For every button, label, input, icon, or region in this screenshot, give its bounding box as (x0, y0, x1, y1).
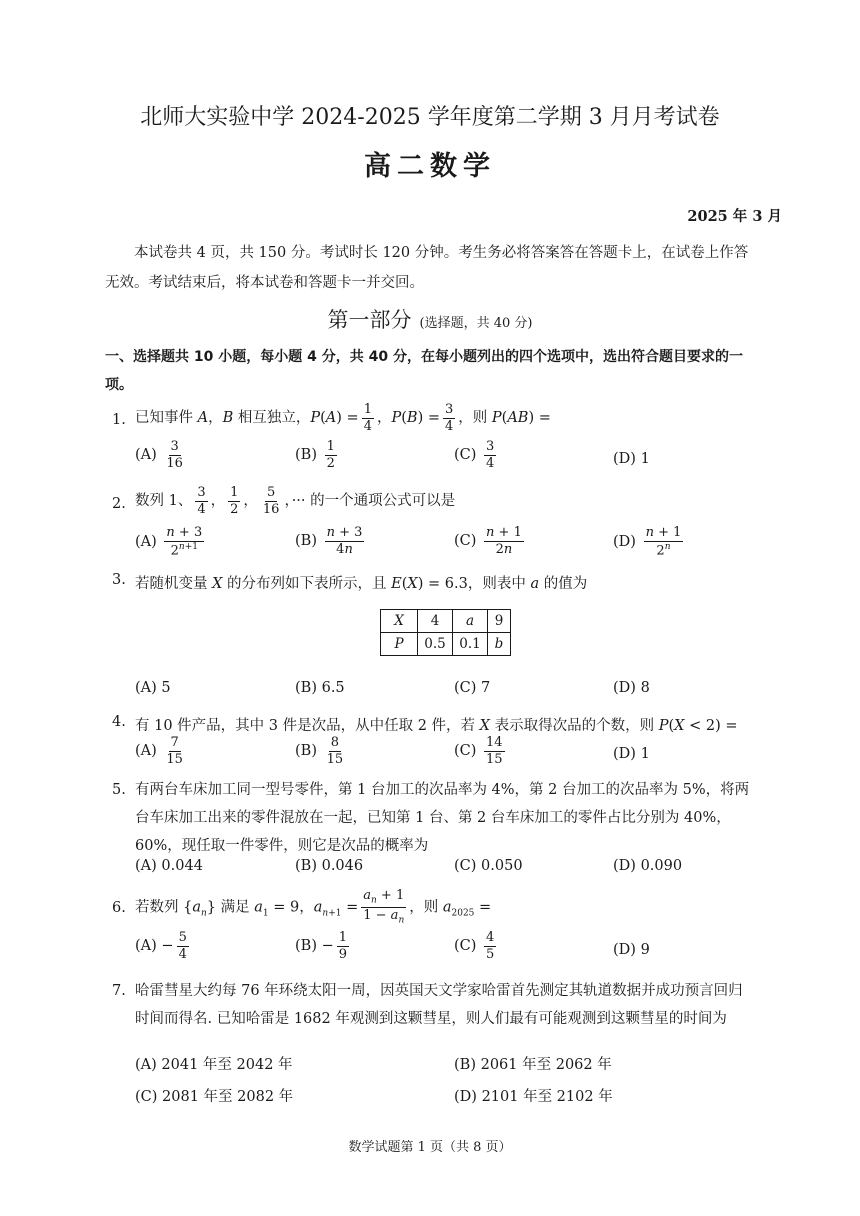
option-label: (B) (295, 858, 317, 874)
frac-den: 4 (178, 946, 187, 962)
subject-title: 高二数学 (364, 151, 496, 182)
table-cell: 9 (488, 610, 511, 633)
option-label: (A) (135, 743, 157, 760)
part-title-note: (选择题，共 40 分) (419, 316, 533, 331)
option-value: 5 (161, 680, 171, 696)
q1-option-d[interactable] (613, 451, 650, 467)
exam-date: 2025 年 3 月 (687, 208, 782, 225)
frac-den: 5 (486, 946, 495, 962)
frac-num: 3 (486, 439, 495, 454)
q5-option-c[interactable] (454, 858, 523, 874)
frac-num: 7 (170, 735, 179, 750)
q6-text-end: 则 (423, 899, 439, 916)
frac-num: 5 (178, 930, 187, 945)
option-value: 2041 年至 2042 年 (161, 1057, 293, 1073)
question-6-stem: 若数列 $\{a_n\}$ 满足 $a_1 = 9$，$a_{n+1}$ = $\frac{a_n + 1}{1 - a_n}$ ，则 $a_{2025}$ = (135, 888, 492, 926)
section-heading: 一、选择题共 10 小题，每小题 4 分，共 40 分，在每小题列出的四个选项中，选出符合题目要求的一项。 (105, 349, 743, 393)
q4-option-d[interactable] (613, 746, 650, 762)
q4-option-b[interactable] (295, 736, 348, 766)
option-label: (C) (135, 1089, 158, 1105)
q5-option-b[interactable] (295, 858, 363, 874)
q2-text-end: ，··· 的一个通项公式可以是 (284, 493, 456, 510)
option-value: 0.090 (640, 858, 683, 874)
q7-option-a[interactable] (135, 1053, 293, 1074)
option-label: (A) (135, 858, 157, 874)
option-label: (C) (454, 858, 477, 874)
q6-text-b: 满足 (220, 899, 250, 916)
q7-option-d[interactable] (454, 1085, 613, 1106)
page-footer: 数学试题第 1 页（共 8 页） (348, 1140, 512, 1155)
q6-option-a[interactable]: (A) − $\frac{5}{4}$ (135, 930, 187, 962)
q4-option-a[interactable] (135, 736, 188, 766)
option-label: (B) (295, 938, 317, 955)
q5-option-d[interactable] (613, 858, 682, 874)
table-cell: 4 (418, 610, 453, 633)
q2-option-c[interactable]: (C) $\frac{n + 1}{2n}$ (454, 525, 522, 557)
option-value: 1 (640, 451, 650, 467)
question-number: 2. (112, 496, 126, 512)
option-label: (D) (613, 858, 636, 874)
frac-den: 15 (166, 751, 183, 767)
option-value: 0.046 (321, 858, 364, 874)
q6-option-d[interactable] (613, 942, 650, 958)
option-label: (C) (454, 533, 477, 550)
option-label: (D) (613, 942, 636, 958)
q2-option-a[interactable]: (A) $\frac{n + 3}{2^{n+1}}$ (135, 525, 203, 558)
q3-text-b: 的分布列如下表所示，且 (227, 576, 387, 592)
q6-option-c[interactable] (454, 931, 499, 961)
question-number: 1. (112, 412, 126, 428)
option-label: (B) (295, 680, 317, 696)
q3-option-d[interactable] (613, 680, 650, 696)
frac-num: 14 (486, 735, 503, 750)
q6-text-a: 若数列 (135, 899, 179, 916)
option-label: (D) (613, 746, 636, 762)
option-label: (B) (295, 447, 317, 464)
q3-option-c[interactable] (454, 680, 490, 696)
q2-option-b[interactable]: (B) $\frac{n + 3}{4n}$ (295, 525, 363, 557)
option-value: 9 (640, 942, 650, 958)
part-title-main: 第一部分 (327, 308, 412, 332)
q1-option-c[interactable] (454, 440, 499, 470)
table-cell: a (453, 610, 488, 633)
table-row (381, 610, 511, 633)
option-label: (A) (135, 938, 157, 955)
option-value: 2101 年至 2102 年 (481, 1089, 613, 1105)
q5-option-a[interactable] (135, 858, 203, 874)
q1-text-a: 已知事件 (135, 410, 193, 427)
option-label: (C) (454, 743, 477, 760)
option-value: 8 (640, 680, 650, 696)
q2-option-d[interactable]: (D) $\frac{n + 1}{2^n}$ (613, 525, 682, 558)
q7-option-b[interactable] (454, 1053, 612, 1074)
exam-instructions: 本试卷共 4 页，共 150 分。考试时长 120 分钟。考生务必将答案答在答题卡上，在试卷上作答无效。考试结束后，将本试卷和答题卡一并交回。 (105, 245, 749, 291)
q1-option-b[interactable] (295, 440, 340, 470)
question-3-stem: 若随机变量 X 的分布列如下表所示，且 E(X) = 6.3，则表中 a 的值为 (135, 576, 588, 592)
option-value: 2081 年至 2082 年 (162, 1089, 294, 1105)
table-row (381, 633, 511, 656)
q1-text-end: 则 (472, 410, 488, 427)
q3-text-end: 的值为 (543, 576, 588, 592)
question-2-stem: 数列 1、 $\frac{3}{4}$ ， $\frac{1}{2}$ ， $\frac{5}{16}$ ，··· 的一个通项公式可以是 (135, 485, 456, 517)
option-label: (C) (454, 447, 477, 464)
frac-num: 4 (486, 930, 495, 945)
frac-den: 9 (338, 946, 348, 962)
option-label: (D) (613, 680, 636, 696)
frac-num: 8 (330, 735, 339, 750)
frac-num: 1 (326, 439, 335, 454)
option-value: 0.044 (161, 858, 203, 874)
q3-option-a[interactable] (135, 680, 171, 696)
table-cell: 0.5 (418, 633, 453, 656)
question-7-stem: 哈雷彗星大约每 76 年环绕太阳一周，因英国天文学家哈雷首先测定其轨道数据并成功预言回归时间而得名. 已知哈雷是 1682 年观测到这颗彗星，则人们最有可能观测到这颗彗星的时间为 (135, 983, 743, 1027)
q4-text-end: 表示取得次品的个数，则 (494, 718, 655, 734)
question-number: 6. (112, 900, 126, 916)
table-cell: 0.1 (453, 633, 488, 656)
option-label: (A) (135, 1057, 157, 1073)
table-cell: P (381, 633, 418, 656)
option-label: (C) (454, 680, 477, 696)
q3-text-c: 则表中 (482, 576, 526, 592)
table-cell: b (488, 633, 511, 656)
question-number: 3. (112, 572, 126, 588)
question-5-stem: 有两台车床加工同一型号零件，第 1 台加工的次品率为 4%，第 2 台加工的次品率为 5%，将两台车床加工出来的零件混放在一起，已知第 1 台、第 2 台车床加工的零件占比分别为 40%，60%，现任取一件零件，则它是次品的概率为 (135, 782, 750, 854)
frac-den: 2 (326, 455, 335, 471)
q2-text-a: 数列 1、 (135, 493, 193, 510)
question-number: 7. (112, 983, 126, 999)
option-value: 7 (481, 680, 491, 696)
option-label: (A) (135, 533, 157, 550)
question-4-stem: 有 10 件产品，其中 3 件是次品，从中任取 2 件，若 X 表示取得次品的个数，则 P(X < 2) = (135, 718, 738, 734)
option-label: (B) (295, 743, 317, 760)
question-1-stem: 已知事件 A，B 相互独立，P(A) = $\frac{1}{4}$ ，P(B) = $\frac{3}{4}$ ，则 P(AB) = (135, 402, 551, 434)
option-label: (C) (454, 938, 477, 955)
question-number: 4. (112, 714, 126, 730)
frac-num: 3 (170, 439, 179, 454)
q1-text-b: 相互独立， (237, 410, 311, 427)
option-value: 0.050 (481, 858, 523, 874)
q3-text-a: 若随机变量 (135, 576, 208, 592)
q4-text-a: 有 10 件产品，其中 3 件是次品，从中任取 2 件，若 (135, 718, 476, 734)
option-value: 6.5 (321, 680, 345, 696)
table-cell: X (381, 610, 418, 633)
option-value: 2061 年至 2062 年 (480, 1057, 612, 1073)
frac-den: 15 (326, 751, 344, 767)
option-label: (D) (613, 533, 636, 550)
q7-option-c[interactable] (135, 1085, 293, 1106)
q3-option-b[interactable] (295, 680, 345, 696)
q6-option-b[interactable]: (B) − $\frac{1}{9}$ (295, 930, 348, 962)
frac-den: 15 (486, 751, 503, 767)
frac-num: 1 (338, 930, 348, 945)
option-value: 1 (640, 746, 650, 762)
question-number: 5. (112, 782, 126, 798)
option-label: (B) (454, 1057, 476, 1073)
option-label: (D) (454, 1089, 477, 1105)
q4-option-c[interactable] (454, 736, 508, 766)
frac-den: 4 (486, 455, 495, 471)
q1-option-a[interactable] (135, 440, 188, 470)
distribution-table (380, 609, 511, 656)
option-label: (A) (135, 447, 157, 464)
option-label: (A) (135, 680, 157, 696)
option-label: (D) (613, 451, 636, 467)
option-label: (B) (295, 533, 317, 550)
exam-header-title: 北师大实验中学 2024-2025 学年度第二学期 3 月月考试卷 (140, 105, 720, 130)
part-title (0, 304, 860, 334)
frac-den: 16 (166, 455, 183, 471)
